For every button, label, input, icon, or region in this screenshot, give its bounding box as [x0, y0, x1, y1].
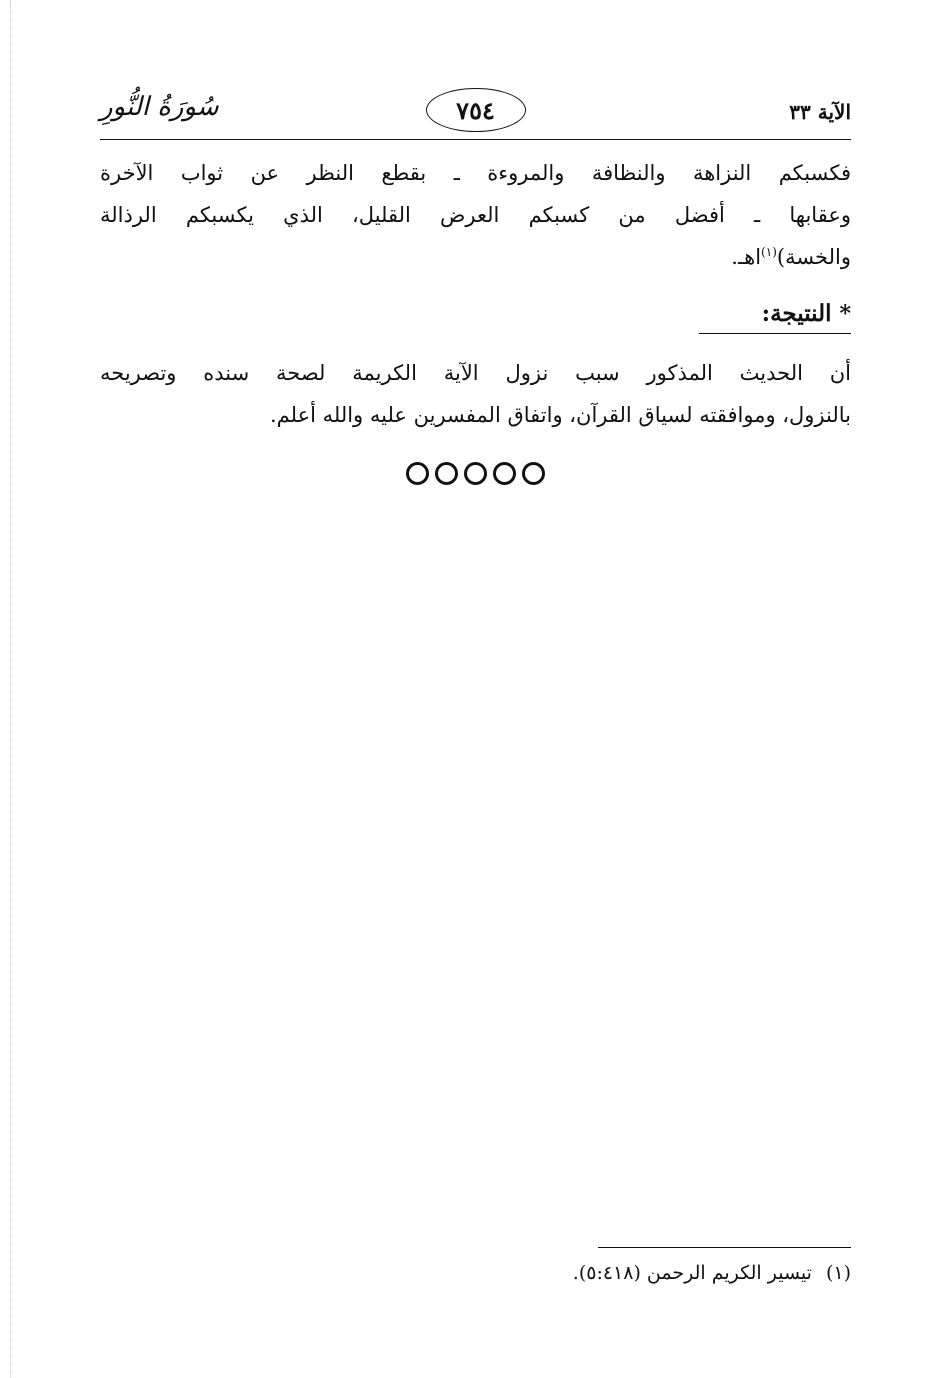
- paragraph-1-line-3-text: والخسة): [776, 245, 851, 269]
- ring-icon: [522, 462, 545, 485]
- footnote-number: (١): [825, 1262, 851, 1284]
- ring-icon: [493, 462, 516, 485]
- page-number: ٧٥٤: [456, 95, 495, 125]
- ring-icon: [406, 462, 429, 485]
- ring-icon: [435, 462, 458, 485]
- section-separator: [0, 462, 951, 485]
- section-heading: [699, 300, 851, 334]
- paragraph-1-line-2: وعقابها ـ أفضل من كسبكم العرض القليل، الذي يكسبكم الرذالة: [100, 203, 851, 227]
- verse-label: الآية ٣٣: [789, 100, 851, 124]
- paragraph-1-line-3: [100, 236, 851, 278]
- footnote-rule: [598, 1247, 851, 1248]
- ring-icon: [464, 462, 487, 485]
- paragraph-2-line-1: أن الحديث المذكور سبب نزول الآية الكريمة لصحة سنده وتصريحه: [100, 361, 851, 385]
- section-heading-text: النتيجة:: [761, 300, 832, 327]
- paragraph-2: [100, 352, 851, 436]
- footnote-reference[interactable]: (١): [761, 245, 777, 259]
- surah-name: سُورَةُ النُّورِ: [100, 92, 219, 122]
- paragraph-1-line-1: فكسبكم النزاهة والنظافة والمروءة ـ بقطع النظر عن ثواب الآخرة: [100, 161, 851, 185]
- footnote-text: تيسير الكريم الرحمن (٥:٤١٨).: [572, 1262, 812, 1284]
- paragraph-2-line-2: بالنزول، وموافقته لسياق القرآن، واتفاق المفسرين عليه والله أعلم.: [269, 403, 851, 427]
- paragraph-1-tail: اهـ.: [731, 245, 762, 269]
- paragraph-1: [100, 152, 851, 278]
- page-number-frame: [426, 88, 526, 132]
- page-header: [100, 88, 851, 136]
- footnote-1: [573, 1262, 851, 1284]
- star-icon: *: [839, 301, 851, 327]
- scan-edge-line: [10, 0, 12, 1378]
- header-rule: [100, 139, 851, 140]
